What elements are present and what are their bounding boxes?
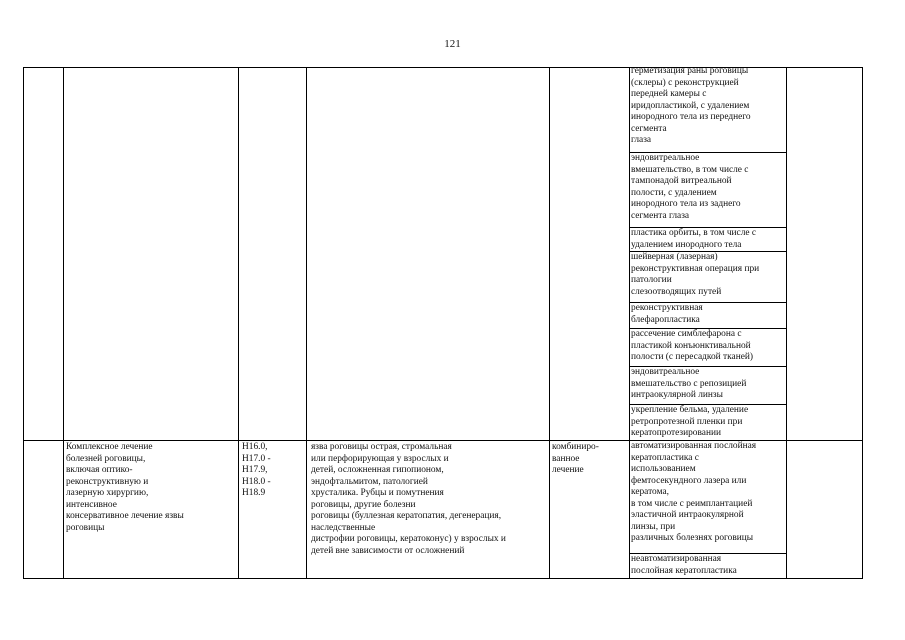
procedure-cell: шейверная (лазерная) реконструктивная операция при патологии слезоотводящих путей [631, 252, 760, 297]
column-divider [306, 67, 307, 579]
procedure-cell: автоматизированная послойная кератопластика с использованием фемтосекундного лазера или кератома, в том числе с реимплантацией эластичной интраокулярной линзы, при различных болезнях роговицы [631, 441, 757, 543]
procedure-cell: пластика орбиты, в том числе с удалением инородного тела [631, 228, 757, 250]
procedure-cell: неавтоматизированная послойная кератопластика [631, 554, 737, 576]
procedure-cell: реконструктивная блефаропластика [631, 303, 703, 325]
icd-codes-cell: H16.0, H17.0 - H17.9, H18.0 - H18.9 [242, 442, 271, 498]
patient-model-cell: язва роговицы острая, стромальная или перфорирующая у взрослых и детей, осложненная гипопионом, эндофтальмитом, патологией хрусталика. Рубцы и помутнения роговицы, другие болезни роговицы (буллезная кератопатия, дегенерация, наследственные дистрофии роговицы, кератоконус) у взрослых и детей вне зависимости от осложнений [311, 442, 506, 556]
procedure-cell: укрепление бельма, удаление ретропротезной пленки при кератопротезировании [631, 405, 749, 438]
column-divider [549, 67, 550, 579]
procedure-cell: эндовитреальное вмешательство, в том числе с тампонадой витреальной полости, с удалением инородного тела из заднего сегмента глаза [631, 153, 749, 221]
page-number: 121 [444, 38, 461, 50]
procedure-cell: эндовитреальное вмешательство с репозицией интраокулярной линзы [631, 367, 747, 400]
column-divider [63, 67, 64, 579]
treatment-name-cell: Комплексное лечение болезней роговицы, включая оптико- реконструктивную и лазерную хирургию, интенсивное консервативное лечение язвы роговицы [66, 442, 184, 533]
column-divider [629, 67, 630, 579]
treatment-type-cell: комбиниро- ванное лечение [552, 442, 599, 475]
procedure-cell: рассечение симблефарона с пластикой конъюнктивальной полости (с пересадкой тканей) [631, 329, 754, 362]
procedure-cell: герметизация раны роговицы (склеры) с реконструкцией передней камеры с иридопластикой, с удалением инородного тела из переднего сегмента глаза [631, 66, 751, 145]
column-divider [238, 67, 239, 579]
